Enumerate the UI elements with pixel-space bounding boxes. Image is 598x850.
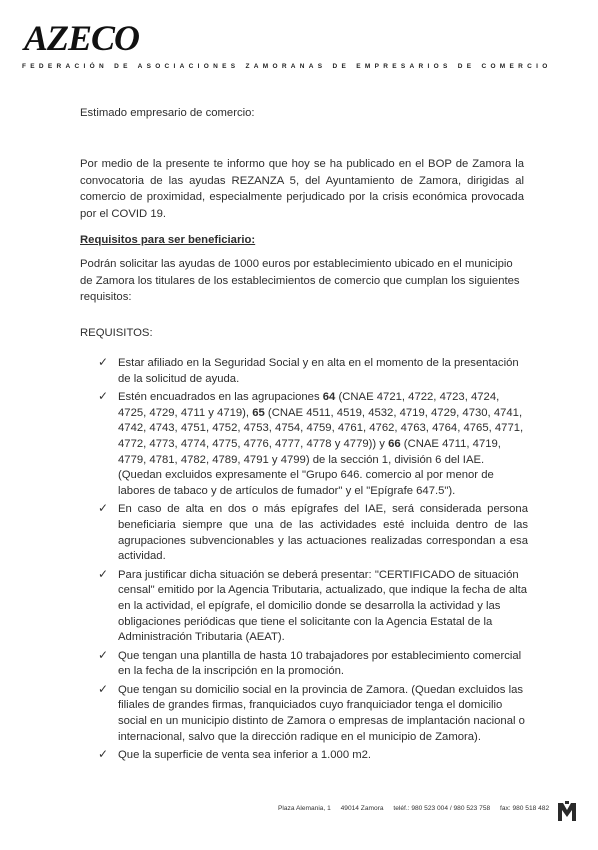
footer-postal: 49014 Zamora [340, 805, 384, 812]
checkmark-icon: ✓ [98, 647, 109, 662]
requirement-text-part: Estén encuadrados en las agrupaciones [118, 391, 323, 404]
requirements-label: REQUISITOS: [80, 327, 153, 339]
requirement-item [96, 683, 528, 745]
checkmark-icon: ✓ [98, 355, 109, 369]
federation-emblem-icon [556, 800, 578, 824]
requirement-text: Para justificar dicha situación se deberá presentar: "CERTIFICADO de situación censal" emitido por la Agencia Tributaria, actualizado, que indique la fecha de alta en la actividad, el epígrafe, el domicilio donde se desarrolla la actividad y las obligaciones periódicas que tiene el solicitante con la Agencia Estatal de la Administración Tributaria (AEAT). [118, 568, 528, 644]
checkmark-icon: ✓ [98, 681, 109, 696]
requirements-list [96, 356, 528, 767]
requirement-item [96, 748, 528, 764]
agrupacion-number: 65 [252, 406, 265, 419]
requirement-text-part: (CNAE 4511, 4519, 4532, 4719, 4729, 4730, 4741, 4742, 4743, 4751, 4752, 4753, 4754, 4759, 4761, 4762, 4763, 4764, 4765, 4771, 4772, 4773, 4774, 4775, 4776, 4777, 4778 y 4779)) y [118, 406, 524, 450]
footer-phone: teléf.: 980 523 004 / 980 523 758 [393, 805, 491, 812]
requirement-item [96, 356, 528, 387]
footer-fax: fax: 980 518 482 [500, 805, 550, 812]
requirement-text-part: (CNAE 4721, 4722, 4723, 4724, 4725, 4729, 4711 y 4719), [118, 391, 500, 419]
intro-paragraph: Por medio de la presente te informo que hoy se ha publicado en el BOP de Zamora la convocatoria de las ayudas REZANZA 5, del Ayuntamiento de Zamora, dirigidas al comercio de proximidad, especialmente perjudicado por la crisis económica provocada por el COVID 19. [80, 158, 524, 220]
requirement-text-part: (CNAE 4711, 4719, 4779, 4781, 4782, 4789, 4791 y 4799) de la sección 1, división 6 del IAE. (Quedan excluidos expresamente el "Grupo 646. comercio al por menor de labores de tabaco y de artículos de fumador" y el "Epígrafe 647.5"). [118, 437, 501, 497]
checkmark-icon: ✓ [98, 501, 109, 516]
eligibility-paragraph: Podrán solicitar las ayudas de 1000 euros por establecimiento ubicado en el municipio de Zamora los titulares de los establecimientos de comercio que cumplan los siguientes requisitos: [80, 258, 520, 303]
requirement-item [96, 502, 528, 564]
checkmark-icon: ✓ [98, 747, 109, 762]
agrupacion-number: 64 [322, 391, 336, 404]
requirement-item [96, 649, 528, 680]
requirement-item [96, 568, 528, 646]
letterhead-logo: AZECO [24, 18, 140, 58]
requirement-item [96, 390, 528, 499]
greeting: Estimado empresario de comercio: [80, 107, 255, 119]
requirement-text: Estar afiliado en la Seguridad Social y en alta en el momento de la presentación de la solicitud de ayuda. [118, 357, 519, 385]
letterhead-subtitle: FEDERACIÓN DE ASOCIACIONES ZAMORANAS DE EMPRESARIOS DE COMERCIO [22, 63, 552, 70]
agrupacion-number: 66 [388, 437, 401, 450]
checkmark-icon: ✓ [98, 566, 109, 581]
requirement-text: Que tengan su domicilio social en la provincia de Zamora. (Quedan excluidos las filiales de grandes firmas, franquiciados cuyo franquiciador tenga el domicilio social en un municipio distinto de Zamora o empresas de implantación nacional o internacional, salvo que la dirección radique en el municipio de Zamora). [118, 683, 525, 743]
section-heading: Requisitos para ser beneficiario: [80, 234, 256, 246]
requirement-text: En caso de alta en dos o más epígrafes del IAE, será considerada persona beneficiaria siempre que una de las actividades esté incluida dentro de las agrupaciones subvencionables y las actuaciones realizadas correspondan a esa actividad. [118, 503, 528, 563]
requirement-text: Que tengan una plantilla de hasta 10 trabajadores por establecimiento comercial en la fecha de la inscripción en la promoción. [118, 649, 522, 678]
footer-contact [278, 805, 557, 812]
footer-address: Plaza Alemania, 1 [278, 805, 331, 812]
requirement-text: Que la superficie de venta sea inferior a 1.000 m2. [118, 749, 372, 762]
checkmark-icon: ✓ [98, 389, 109, 404]
